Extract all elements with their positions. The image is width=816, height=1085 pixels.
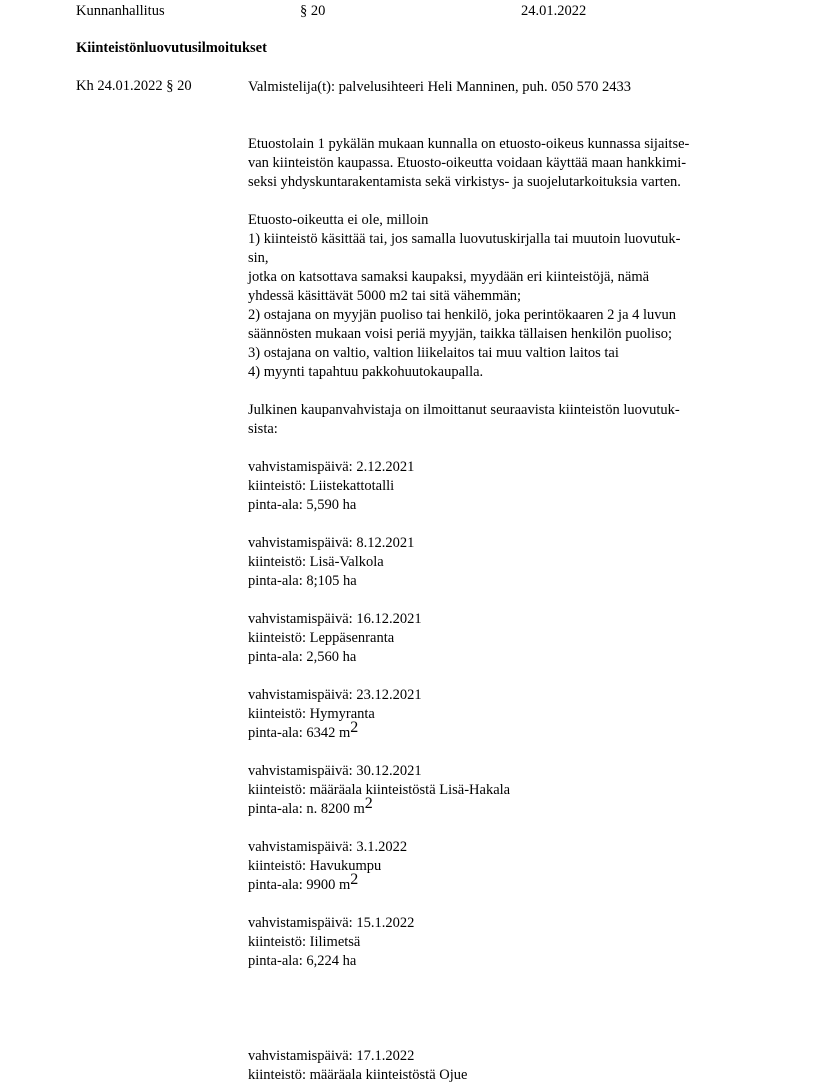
transaction-property: kiinteistö: Hymyranta	[248, 706, 375, 722]
text-line: yhdessä käsittävät 5000 m2 tai sitä vähemmän;	[248, 288, 522, 304]
transaction-entry	[248, 914, 768, 971]
text-line: säännösten mukaan voisi periä myyjän, taikka tällaisen henkilön puoliso;	[248, 326, 673, 342]
transaction-date: vahvistamispäivä: 8.12.2021	[248, 535, 415, 551]
transaction-date: vahvistamispäivä: 3.1.2022	[248, 839, 408, 855]
exceptions-paragraph	[248, 211, 768, 382]
transaction-date: vahvistamispäivä: 16.12.2021	[248, 611, 422, 627]
text-line: seksi yhdyskuntarakentamista sekä virkistys- ja suojelutarkoituksia varten.	[248, 174, 681, 190]
text-line: sin,	[248, 250, 269, 266]
transactions-list	[248, 458, 768, 1085]
transaction-property: kiinteistö: Lisä-Valkola	[248, 554, 384, 570]
text-line: Etuostolain 1 pykälän mukaan kunnalla on etuosto-oikeus kunnassa sijaitse-	[248, 136, 690, 152]
text-line: 1) kiinteistö käsittää tai, jos samalla luovutuskirjalla tai muutoin luovutuk-	[248, 231, 681, 247]
transaction-area: pinta-ala: 8;105 ha	[248, 573, 357, 589]
transaction-entry	[248, 610, 768, 667]
preparer-line: Valmistelija(t): palvelusihteeri Heli Manninen, puh. 050 570 2433	[248, 79, 631, 95]
transaction-entry	[248, 458, 768, 515]
section-identifier: Kh 24.01.2022 § 20	[76, 78, 192, 94]
transaction-entry	[248, 762, 768, 819]
text-line: 4) myynti tapahtuu pakkohuutokaupalla.	[248, 364, 484, 380]
transaction-entry	[248, 1047, 768, 1085]
transaction-property: kiinteistö: määräala kiinteistöstä Ojue	[248, 1067, 468, 1083]
text-line: sista:	[248, 421, 278, 437]
transaction-entry	[248, 838, 768, 895]
transaction-area: pinta-ala: n. 8200 m2	[248, 795, 373, 817]
transaction-property: kiinteistö: Havukumpu	[248, 858, 382, 874]
transaction-area: pinta-ala: 6342 m2	[248, 719, 359, 741]
transaction-date: vahvistamispäivä: 17.1.2022	[248, 1048, 415, 1064]
transaction-property: kiinteistö: Liistekattotalli	[248, 478, 395, 494]
page-header	[0, 3, 816, 23]
transaction-date: vahvistamispäivä: 30.12.2021	[248, 763, 422, 779]
transaction-property: kiinteistö: määräala kiinteistöstä Lisä-Hakala	[248, 782, 511, 798]
notice-paragraph	[248, 401, 768, 439]
text-line: 2) ostajana on myyjän puoliso tai henkilö, joka perintökaaren 2 ja 4 luvun	[248, 307, 677, 323]
text-line: van kiinteistön kaupassa. Etuosto-oikeutta voidaan käyttää maan hankkimi-	[248, 155, 687, 171]
text-line: 3) ostajana on valtio, valtion liikelaitos tai muu valtion laitos tai	[248, 345, 619, 361]
transaction-area: pinta-ala: 5,590 ha	[248, 497, 357, 513]
header-section: § 20	[300, 3, 326, 19]
transaction-area: pinta-ala: 9900 m2	[248, 871, 359, 893]
text-line: jotka on katsottava samaksi kaupaksi, myydään eri kiinteistöjä, nämä	[248, 269, 650, 285]
text-line: Julkinen kaupanvahvistaja on ilmoittanut seuraavista kiinteistön luovutuk-	[248, 402, 680, 418]
transaction-property: kiinteistö: Leppäsenranta	[248, 630, 395, 646]
transaction-property: kiinteistö: Iilimetsä	[248, 934, 361, 950]
transaction-area: pinta-ala: 6,224 ha	[248, 953, 357, 969]
transaction-date: vahvistamispäivä: 23.12.2021	[248, 687, 422, 703]
transaction-entry	[248, 534, 768, 591]
intro-paragraph	[248, 135, 768, 192]
transaction-area: pinta-ala: 2,560 ha	[248, 649, 357, 665]
header-date: 24.01.2022	[521, 3, 587, 19]
transaction-entry	[248, 686, 768, 743]
document-title: Kiinteistönluovutusilmoitukset	[76, 40, 267, 56]
transaction-date: vahvistamispäivä: 2.12.2021	[248, 459, 415, 475]
header-organ: Kunnanhallitus	[76, 3, 165, 19]
transaction-date: vahvistamispäivä: 15.1.2022	[248, 915, 415, 931]
document-body	[248, 78, 768, 1085]
text-line: Etuosto-oikeutta ei ole, milloin	[248, 212, 429, 228]
